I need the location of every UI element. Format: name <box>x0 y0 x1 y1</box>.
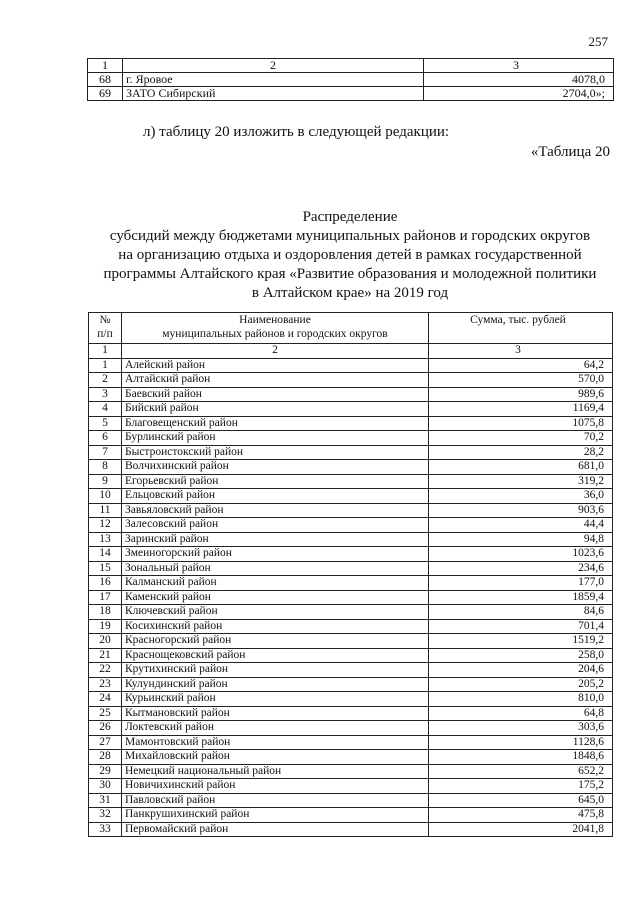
row-name: Волчихинский район <box>122 460 429 475</box>
table-row <box>89 431 613 446</box>
instruction-text: л) таблицу 20 изложить в следующей редакции: <box>143 124 450 140</box>
row-name: Красногорский район <box>122 634 429 649</box>
header-name-line: муниципальных районов и городских округов <box>162 328 388 340</box>
table-row <box>89 605 613 620</box>
row-sum: 1023,6 <box>429 547 613 562</box>
row-number: 2 <box>89 373 122 388</box>
row-number: 19 <box>89 619 122 634</box>
column-number: 2 <box>122 344 429 359</box>
row-sum: 652,2 <box>429 764 613 779</box>
row-number: 1 <box>89 358 122 373</box>
row-sum: 570,0 <box>429 373 613 388</box>
table-row <box>89 373 613 388</box>
table-row <box>89 402 613 417</box>
row-number: 11 <box>89 503 122 518</box>
table-row <box>89 518 613 533</box>
header-number <box>89 313 122 344</box>
table-row <box>89 503 613 518</box>
row-number: 22 <box>89 663 122 678</box>
table-row <box>89 808 613 823</box>
row-number: 21 <box>89 648 122 663</box>
row-sum: 475,8 <box>429 808 613 823</box>
title-line: на организацию отдыха и оздоровления детей в рамках государственной <box>118 247 582 263</box>
row-number: 17 <box>89 590 122 605</box>
row-sum: 44,4 <box>429 518 613 533</box>
row-sum: 2041,8 <box>429 822 613 837</box>
row-sum: 701,4 <box>429 619 613 634</box>
row-number: 10 <box>89 489 122 504</box>
row-sum: 4078,0 <box>424 73 614 87</box>
row-number: 13 <box>89 532 122 547</box>
row-name: Крутихинский район <box>122 663 429 678</box>
table-header-row <box>89 313 613 344</box>
row-number: 8 <box>89 460 122 475</box>
row-sum: 1169,4 <box>429 402 613 417</box>
title-line: в Алтайском крае» на 2019 год <box>251 285 449 301</box>
table-row <box>89 750 613 765</box>
table-header-row <box>88 59 614 73</box>
column-number-row <box>89 344 613 359</box>
header-sum: Сумма, тыс. рублей <box>429 313 613 344</box>
subsidy-table <box>88 312 613 837</box>
row-number: 24 <box>89 692 122 707</box>
row-sum: 681,0 <box>429 460 613 475</box>
row-name: Ельцовский район <box>122 489 429 504</box>
table-row <box>89 445 613 460</box>
table-row <box>89 793 613 808</box>
row-name: Курьинский район <box>122 692 429 707</box>
table-row <box>89 547 613 562</box>
row-name: Михайловский район <box>122 750 429 765</box>
row-name: Калманский район <box>122 576 429 591</box>
row-sum: 810,0 <box>429 692 613 707</box>
table-row <box>89 764 613 779</box>
table-row <box>89 576 613 591</box>
row-sum: 177,0 <box>429 576 613 591</box>
table-row <box>89 619 613 634</box>
row-number: 14 <box>89 547 122 562</box>
table-row <box>89 692 613 707</box>
row-sum: 234,6 <box>429 561 613 576</box>
row-name: Алейский район <box>122 358 429 373</box>
table-row <box>89 474 613 489</box>
table-row <box>88 73 614 87</box>
column-number: 3 <box>424 59 614 73</box>
row-sum: 94,8 <box>429 532 613 547</box>
row-number: 28 <box>89 750 122 765</box>
row-name: ЗАТО Сибирский <box>123 87 424 101</box>
row-number: 16 <box>89 576 122 591</box>
row-name: Кулундинский район <box>122 677 429 692</box>
row-name: Павловский район <box>122 793 429 808</box>
row-name: Змеиногорский район <box>122 547 429 562</box>
row-number: 32 <box>89 808 122 823</box>
row-number: 25 <box>89 706 122 721</box>
table-row <box>89 663 613 678</box>
row-number: 29 <box>89 764 122 779</box>
table-row <box>89 416 613 431</box>
header-name-line: Наименование <box>239 314 311 326</box>
row-name: Немецкий национальный район <box>122 764 429 779</box>
title-line: Распределение <box>302 209 398 225</box>
row-sum: 175,2 <box>429 779 613 794</box>
row-name: Быстроистокский район <box>122 445 429 460</box>
table-row <box>89 822 613 837</box>
table-row <box>89 648 613 663</box>
row-number: 26 <box>89 721 122 736</box>
row-name: Егорьевский район <box>122 474 429 489</box>
row-number: 3 <box>89 387 122 402</box>
column-number: 3 <box>429 344 613 359</box>
row-name: Новичихинский район <box>122 779 429 794</box>
row-name: Каменский район <box>122 590 429 605</box>
table-row <box>89 561 613 576</box>
table-row <box>89 706 613 721</box>
row-sum: 205,2 <box>429 677 613 692</box>
row-name: Баевский район <box>122 387 429 402</box>
row-number: 33 <box>89 822 122 837</box>
row-name: Косихинский район <box>122 619 429 634</box>
row-name: Первомайский район <box>122 822 429 837</box>
table-row <box>89 532 613 547</box>
table-row <box>89 358 613 373</box>
row-number: 5 <box>89 416 122 431</box>
row-sum: 28,2 <box>429 445 613 460</box>
row-number: 68 <box>88 73 123 87</box>
row-sum: 903,6 <box>429 503 613 518</box>
row-name: г. Яровое <box>123 73 424 87</box>
row-sum: 64,8 <box>429 706 613 721</box>
row-name: Алтайский район <box>122 373 429 388</box>
row-sum: 1859,4 <box>429 590 613 605</box>
row-sum: 84,6 <box>429 605 613 620</box>
row-name: Краснощековский район <box>122 648 429 663</box>
row-number: 7 <box>89 445 122 460</box>
column-number: 2 <box>123 59 424 73</box>
header-name <box>122 313 429 344</box>
title-line: программы Алтайского края «Развитие образования и молодежной политики <box>103 266 597 282</box>
continued-table <box>87 58 614 101</box>
row-name: Локтевский район <box>122 721 429 736</box>
row-name: Кытмановский район <box>122 706 429 721</box>
table-row <box>88 87 614 101</box>
row-sum: 36,0 <box>429 489 613 504</box>
table-row <box>89 735 613 750</box>
row-sum: 2704,0»; <box>424 87 614 101</box>
row-name: Ключевский район <box>122 605 429 620</box>
table-row <box>89 634 613 649</box>
row-number: 69 <box>88 87 123 101</box>
row-sum: 64,2 <box>429 358 613 373</box>
row-number: 27 <box>89 735 122 750</box>
page-number: 257 <box>588 34 608 49</box>
header-number-line: п/п <box>97 328 113 340</box>
row-number: 30 <box>89 779 122 794</box>
row-number: 6 <box>89 431 122 446</box>
row-name: Залесовский район <box>122 518 429 533</box>
row-name: Зональный район <box>122 561 429 576</box>
document-title <box>60 208 640 303</box>
row-sum: 204,6 <box>429 663 613 678</box>
row-number: 18 <box>89 605 122 620</box>
row-number: 9 <box>89 474 122 489</box>
table-row <box>89 460 613 475</box>
table-row <box>89 721 613 736</box>
table-row <box>89 489 613 504</box>
row-name: Панкрушихинский район <box>122 808 429 823</box>
row-sum: 1848,6 <box>429 750 613 765</box>
table-label: «Таблица 20 <box>530 144 610 160</box>
header-number-line: № <box>99 314 111 326</box>
row-name: Бурлинский район <box>122 431 429 446</box>
row-sum: 645,0 <box>429 793 613 808</box>
row-number: 31 <box>89 793 122 808</box>
row-sum: 303,6 <box>429 721 613 736</box>
row-name: Завьяловский район <box>122 503 429 518</box>
row-sum: 70,2 <box>429 431 613 446</box>
row-number: 23 <box>89 677 122 692</box>
row-sum: 1128,6 <box>429 735 613 750</box>
row-name: Заринский район <box>122 532 429 547</box>
table-row <box>89 677 613 692</box>
column-number: 1 <box>88 59 123 73</box>
title-line: субсидий между бюджетами муниципальных районов и городских округов <box>109 228 591 244</box>
row-number: 15 <box>89 561 122 576</box>
row-name: Благовещенский район <box>122 416 429 431</box>
column-number: 1 <box>89 344 122 359</box>
row-name: Бийский район <box>122 402 429 417</box>
table-row <box>89 779 613 794</box>
row-sum: 1075,8 <box>429 416 613 431</box>
row-number: 4 <box>89 402 122 417</box>
row-number: 12 <box>89 518 122 533</box>
row-sum: 1519,2 <box>429 634 613 649</box>
row-sum: 258,0 <box>429 648 613 663</box>
row-name: Мамонтовский район <box>122 735 429 750</box>
row-sum: 989,6 <box>429 387 613 402</box>
table-row <box>89 590 613 605</box>
row-number: 20 <box>89 634 122 649</box>
row-sum: 319,2 <box>429 474 613 489</box>
table-row <box>89 387 613 402</box>
